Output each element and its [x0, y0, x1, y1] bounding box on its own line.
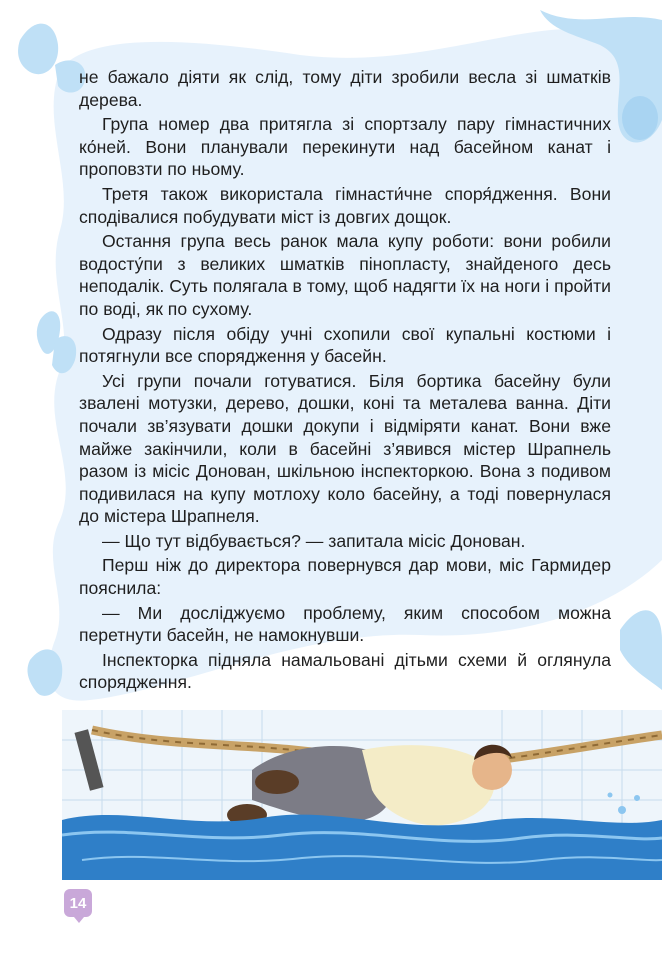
paragraph: Інспекторка підняла намальовані дітьми схеми й оглянула спорядження.: [79, 649, 611, 693]
paragraph: Одразу після обіду учні схопили свої купальні костюми і потягнули все спорядження у басейн.: [79, 323, 611, 367]
page-number-badge: 14: [64, 889, 92, 917]
paragraph: Остання група весь ранок мала купу роботи: вони робили водосту́пи з великих шматків пінопласту, знайденого десь неподалік. Суть полягала в тому, щоб надягти їх на ноги і пройти по воді, як по сухому.: [79, 231, 611, 319]
paragraph: Усі групи почали готуватися. Біля бортика басейну були звалені мотузки, дерево, дошки, коні та металева ванна. Діти почали зв’язувати дошки докупи і відміряти канат. Вони вже майже закінчили, коли в басейні з’явився містер Шрапнель разом із місіс Донован, шкільною інспекторкою. Вона з подивом подивилася на купу мотлоху коло басейну, а тоді повернулася до містера Шрапнеля.: [79, 370, 611, 527]
paragraph: Перш ніж до директора повернувся дар мови, міс Гармидер пояснила:: [79, 555, 611, 599]
paragraph: Третя також використала гімнасти́чне споря́дження. Вони сподівалися побудувати міст із довгих дощок.: [79, 183, 611, 227]
pool-illustration: [62, 700, 662, 890]
paragraph: не бажало діяти як слід, тому діти зробили весла зі шматків дерева.: [79, 67, 611, 110]
story-text: [79, 66, 611, 694]
dialogue-line: — Ми досліджуємо проблему, яким способом можна перетнути басейн, не намокнувши.: [79, 602, 611, 646]
dialogue-line: — Що тут відбувається? — запитала місіс Донован.: [102, 530, 526, 551]
paragraph: Група номер два притягла зі спортзалу пару гімнастичних ко́ней. Вони планували перекинути над басейном канат і проповзти по ньому.: [79, 114, 611, 180]
